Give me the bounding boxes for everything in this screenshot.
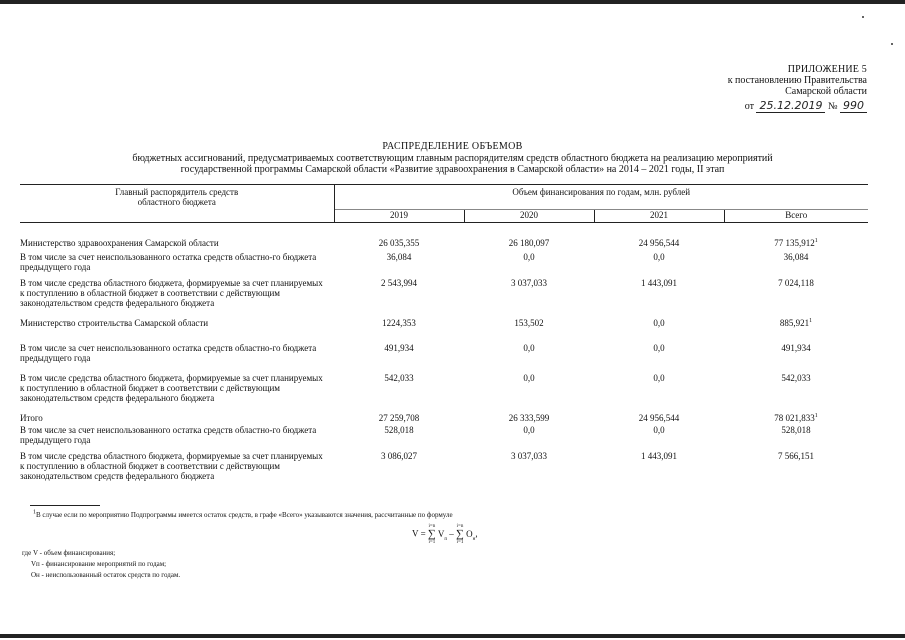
footnote-ref: 1 xyxy=(814,412,818,419)
appendix-title: ПРИЛОЖЕНИЕ 5 xyxy=(787,64,867,75)
cell-total: 36,084 xyxy=(783,251,809,262)
scan-bottom-border xyxy=(0,634,905,638)
cell-2020: 0,0 xyxy=(523,424,535,435)
cell-total: 78 021,833$^1$ xyxy=(774,412,818,423)
row-label: В том числе средства областного бюджета, формируемые за счет планируемых к поступлению в областной бюджет в соответствии с действующим законодательством средств федерального бюджета xyxy=(20,450,323,481)
row-label: Министерство строительства Самарской области xyxy=(20,317,209,328)
formula-term1: $V_п$ xyxy=(437,528,448,542)
appendix-signature-line xyxy=(697,100,867,112)
table-row xyxy=(20,278,868,318)
table-row xyxy=(20,373,868,413)
cell-2021: 24 956,544 xyxy=(638,412,680,423)
cell-2019: 528,018 xyxy=(384,424,414,435)
legend-line: Vп - финансирование мероприятий по годам; xyxy=(31,560,167,568)
cell-total: 528,018 xyxy=(781,424,811,435)
cell-2020: 3 037,033 xyxy=(511,450,547,461)
row-label: В том числе средства областного бюджета, формируемые за счет планируемых к поступлению в областной бюджет в соответствии с действующим законодательством средств федерального бюджета xyxy=(20,277,323,308)
row-label: В том числе за счет неиспользованного остатка средств областно-го бюджета предыдущего года xyxy=(20,424,317,445)
cell-2021: 0,0 xyxy=(653,251,665,262)
footnote-ref: 1 xyxy=(814,237,818,244)
cell-total: 7 566,151 xyxy=(778,450,814,461)
cell-2021: 1 443,091 xyxy=(641,450,677,461)
table-row xyxy=(20,252,868,278)
legend-line: где V - объем финансирования; xyxy=(22,549,116,557)
sum-operator: i=n ∑ i=1 xyxy=(427,524,436,545)
cell-2020: 0,0 xyxy=(523,251,535,262)
cell-2019: 3 086,027 xyxy=(381,450,417,461)
cell-2019: 491,934 xyxy=(384,342,414,353)
row-label: В том числе за счет неиспользованного остатка средств областно-го бюджета предыдущего года xyxy=(20,342,317,363)
table-header xyxy=(20,185,868,223)
document-subtitle-line1: бюджетных ассигнований, предусматриваемых соответствующим главным распорядителям средств областного бюджета на реализацию мероприятий xyxy=(132,153,773,164)
table-body xyxy=(20,223,868,491)
formula: V = i=n ∑ i=1 $V_п - i=n$ ∑ i=1 $O_н$, xyxy=(412,524,478,545)
cell-total: 542,033 xyxy=(781,372,811,383)
cell-2019: 27 259,708 xyxy=(378,412,420,423)
handwritten-number: 990 xyxy=(840,99,867,113)
footnote-text: В случае если по мероприятию Подпрограммы имеется остаток средств, в графе «Всего» указываются значения, рассчитанные по формуле xyxy=(36,511,453,519)
scan-top-border xyxy=(0,0,905,4)
table-spacer xyxy=(20,223,868,238)
row-label: В том числе средства областного бюджета, формируемые за счет планируемых к поступлению в областной бюджет в соответствии с действующим законодательством средств федерального бюджета xyxy=(20,372,323,403)
scan-speck xyxy=(862,16,864,18)
cell-2020: 26 180,097 xyxy=(508,237,550,248)
number-label: № xyxy=(827,101,838,112)
footnote xyxy=(33,511,673,520)
header-year-2021: 2021 xyxy=(594,210,724,223)
document-subtitle-line2: государственной программы Самарской области «Развитие здравоохранения в Самарской области» на 2014 – 2021 годы, II этап xyxy=(180,164,725,175)
legend-line: Oн - неиспользованный остаток средств по годам. xyxy=(31,571,181,579)
cell-2020: 0,0 xyxy=(523,372,535,383)
handwritten-date: 25.12.2019 xyxy=(756,99,825,113)
from-label: от xyxy=(744,101,754,112)
header-main-distributor: Главный распорядитель средств областного бюджета xyxy=(20,185,334,223)
sum-operator: i=n ∑ i=1 xyxy=(456,524,464,545)
cell-2019: 26 035,355 xyxy=(378,237,420,248)
header-year-2020: 2020 xyxy=(464,210,594,223)
row-label: В том числе за счет неиспользованного остатка средств областно-го бюджета предыдущего года xyxy=(20,251,317,272)
appendix-block xyxy=(697,64,867,112)
cell-2019: 1224,353 xyxy=(382,317,416,328)
footnote-divider xyxy=(30,505,100,506)
appendix-line2: Самарской области xyxy=(785,86,867,97)
table-row xyxy=(20,425,868,451)
formula-legend xyxy=(22,548,180,581)
appendix-line1: к постановлению Правительства xyxy=(727,75,867,86)
row-label: Итого xyxy=(20,412,43,423)
cell-2019: 542,033 xyxy=(384,372,414,383)
cell-total: 7 024,118 xyxy=(778,277,814,288)
cell-2021: 0,0 xyxy=(653,424,665,435)
table-row xyxy=(20,238,868,252)
formula-term2: $O_н$ xyxy=(466,528,476,542)
table-row xyxy=(20,343,868,373)
cell-2020: 26 333,599 xyxy=(508,412,550,423)
cell-2021: 1 443,091 xyxy=(641,277,677,288)
cell-2019: 36,084 xyxy=(386,251,412,262)
cell-2020: 153,502 xyxy=(514,317,544,328)
cell-2019: 2 543,994 xyxy=(381,277,417,288)
cell-2021: 0,0 xyxy=(653,342,665,353)
scan-speck xyxy=(891,43,893,45)
header-funding-by-year: Объем финансирования по годам, млн. рублей xyxy=(334,185,868,210)
footnote-mark: 1 xyxy=(33,509,36,516)
formula-minus: – xyxy=(449,528,454,539)
cell-2021: 0,0 xyxy=(653,317,665,328)
table-row xyxy=(20,413,868,425)
table-row xyxy=(20,451,868,491)
document-title: РАСПРЕДЕЛЕНИЕ ОБЪЕМОВ xyxy=(382,141,523,152)
funding-table xyxy=(20,184,868,491)
header-total: Всего xyxy=(724,210,868,223)
cell-total: 491,934 xyxy=(781,342,811,353)
cell-2021: 0,0 xyxy=(653,372,665,383)
footnote-ref: 1 xyxy=(809,317,813,324)
cell-total: 77 135,912$^1$ xyxy=(774,237,818,248)
formula-lhs: V = xyxy=(412,528,426,539)
cell-2021: 24 956,544 xyxy=(638,237,680,248)
header-year-2019: 2019 xyxy=(334,210,464,223)
row-label: Министерство здравоохранения Самарской области xyxy=(20,237,219,248)
table-row xyxy=(20,318,868,343)
cell-2020: 0,0 xyxy=(523,342,535,353)
cell-total: 885,921$^1$ xyxy=(779,317,813,328)
cell-2020: 3 037,033 xyxy=(511,277,547,288)
